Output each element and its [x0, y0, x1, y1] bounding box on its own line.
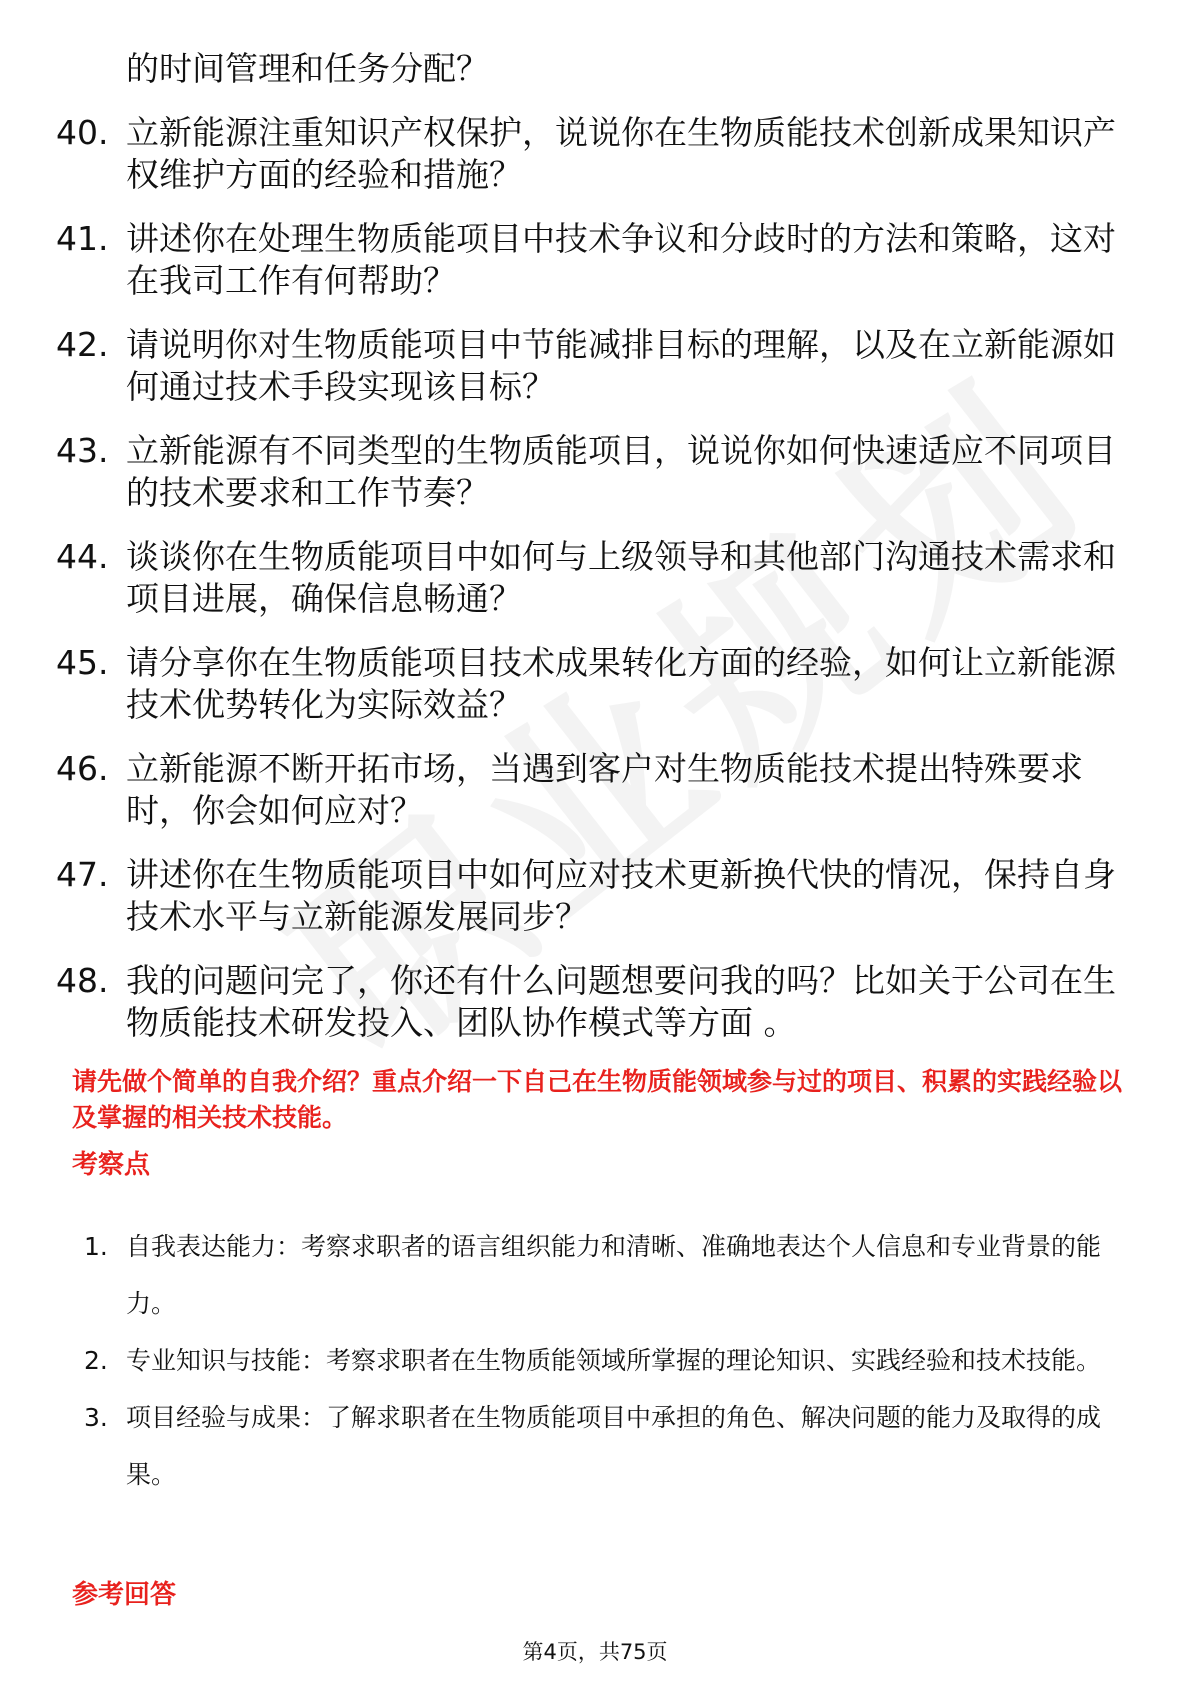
- question-text: 讲述你在处理生物质能项目中技术争议和分歧时的方法和策略，这对在我司工作有何帮助？: [126, 219, 1116, 300]
- point-number: 2.: [84, 1346, 108, 1375]
- point-item: [84, 1332, 1134, 1389]
- points-list: [84, 1218, 1134, 1503]
- question-item: [56, 324, 1136, 408]
- page-footer: 第4页，共75页: [522, 1640, 668, 1664]
- question-text: 我的问题问完了，你还有什么问题想要问我的吗？比如关于公司在生物质能技术研发投入、团队协作模式等方面 。: [126, 961, 1116, 1042]
- question-text: 立新能源有不同类型的生物质能项目，说说你如何快速适应不同项目的技术要求和工作节奏？: [126, 431, 1116, 512]
- continuation-text: 的时间管理和任务分配？: [126, 49, 489, 88]
- question-text: 请说明你对生物质能项目中节能减排目标的理解，以及在立新能源如何通过技术手段实现该目标？: [126, 325, 1116, 406]
- highlight-question: 请先做个简单的自我介绍？重点介绍一下自己在生物质能领域参与过的项目、积累的实践经验以及掌握的相关技术技能。: [72, 1067, 1123, 1132]
- point-text: 专业知识与技能：考察求职者在生物质能领域所掌握的理论知识、实践经验和技术技能。: [126, 1346, 1102, 1375]
- question-number: 44.: [56, 537, 109, 576]
- question-text: 立新能源不断开拓市场，当遇到客户对生物质能技术提出特殊要求时，你会如何应对？: [126, 749, 1083, 830]
- question-item: [56, 430, 1136, 514]
- question-number: 41.: [56, 219, 109, 258]
- point-item: [84, 1389, 1134, 1503]
- question-text: 讲述你在生物质能项目中如何应对技术更新换代快的情况，保持自身技术水平与立新能源发展同步？: [126, 855, 1116, 936]
- question-item: [56, 960, 1136, 1044]
- question-text: 立新能源注重知识产权保护，说说你在生物质能技术创新成果知识产权维护方面的经验和措施？: [126, 113, 1116, 194]
- question-item: [56, 854, 1136, 938]
- question-number: 43.: [56, 431, 109, 470]
- question-number: 40.: [56, 113, 109, 152]
- question-number: 45.: [56, 643, 109, 682]
- point-item: [84, 1218, 1134, 1332]
- section-heading-points: 考察点: [72, 1150, 151, 1180]
- question-text: 请分享你在生物质能项目技术成果转化方面的经验，如何让立新能源技术优势转化为实际效益？: [126, 643, 1116, 724]
- question-text: 谈谈你在生物质能项目中如何与上级领导和其他部门沟通技术需求和项目进展，确保信息畅通？: [126, 537, 1116, 618]
- question-number: 47.: [56, 855, 109, 894]
- question-item: [56, 218, 1136, 302]
- point-number: 1.: [84, 1232, 108, 1261]
- question-item: [56, 536, 1136, 620]
- point-number: 3.: [84, 1403, 108, 1432]
- point-text: 项目经验与成果：了解求职者在生物质能项目中承担的角色、解决问题的能力及取得的成果。: [126, 1403, 1102, 1489]
- question-item: [56, 748, 1136, 832]
- question-number: 48.: [56, 961, 109, 1000]
- section-heading-answer: 参考回答: [72, 1580, 177, 1610]
- question-number: 46.: [56, 749, 109, 788]
- question-list: [56, 48, 1136, 1044]
- question-item: [56, 112, 1136, 196]
- question-item: [56, 642, 1136, 726]
- point-text: 自我表达能力：考察求职者的语言组织能力和清晰、准确地表达个人信息和专业背景的能力。: [126, 1232, 1102, 1318]
- question-number: 42.: [56, 325, 109, 364]
